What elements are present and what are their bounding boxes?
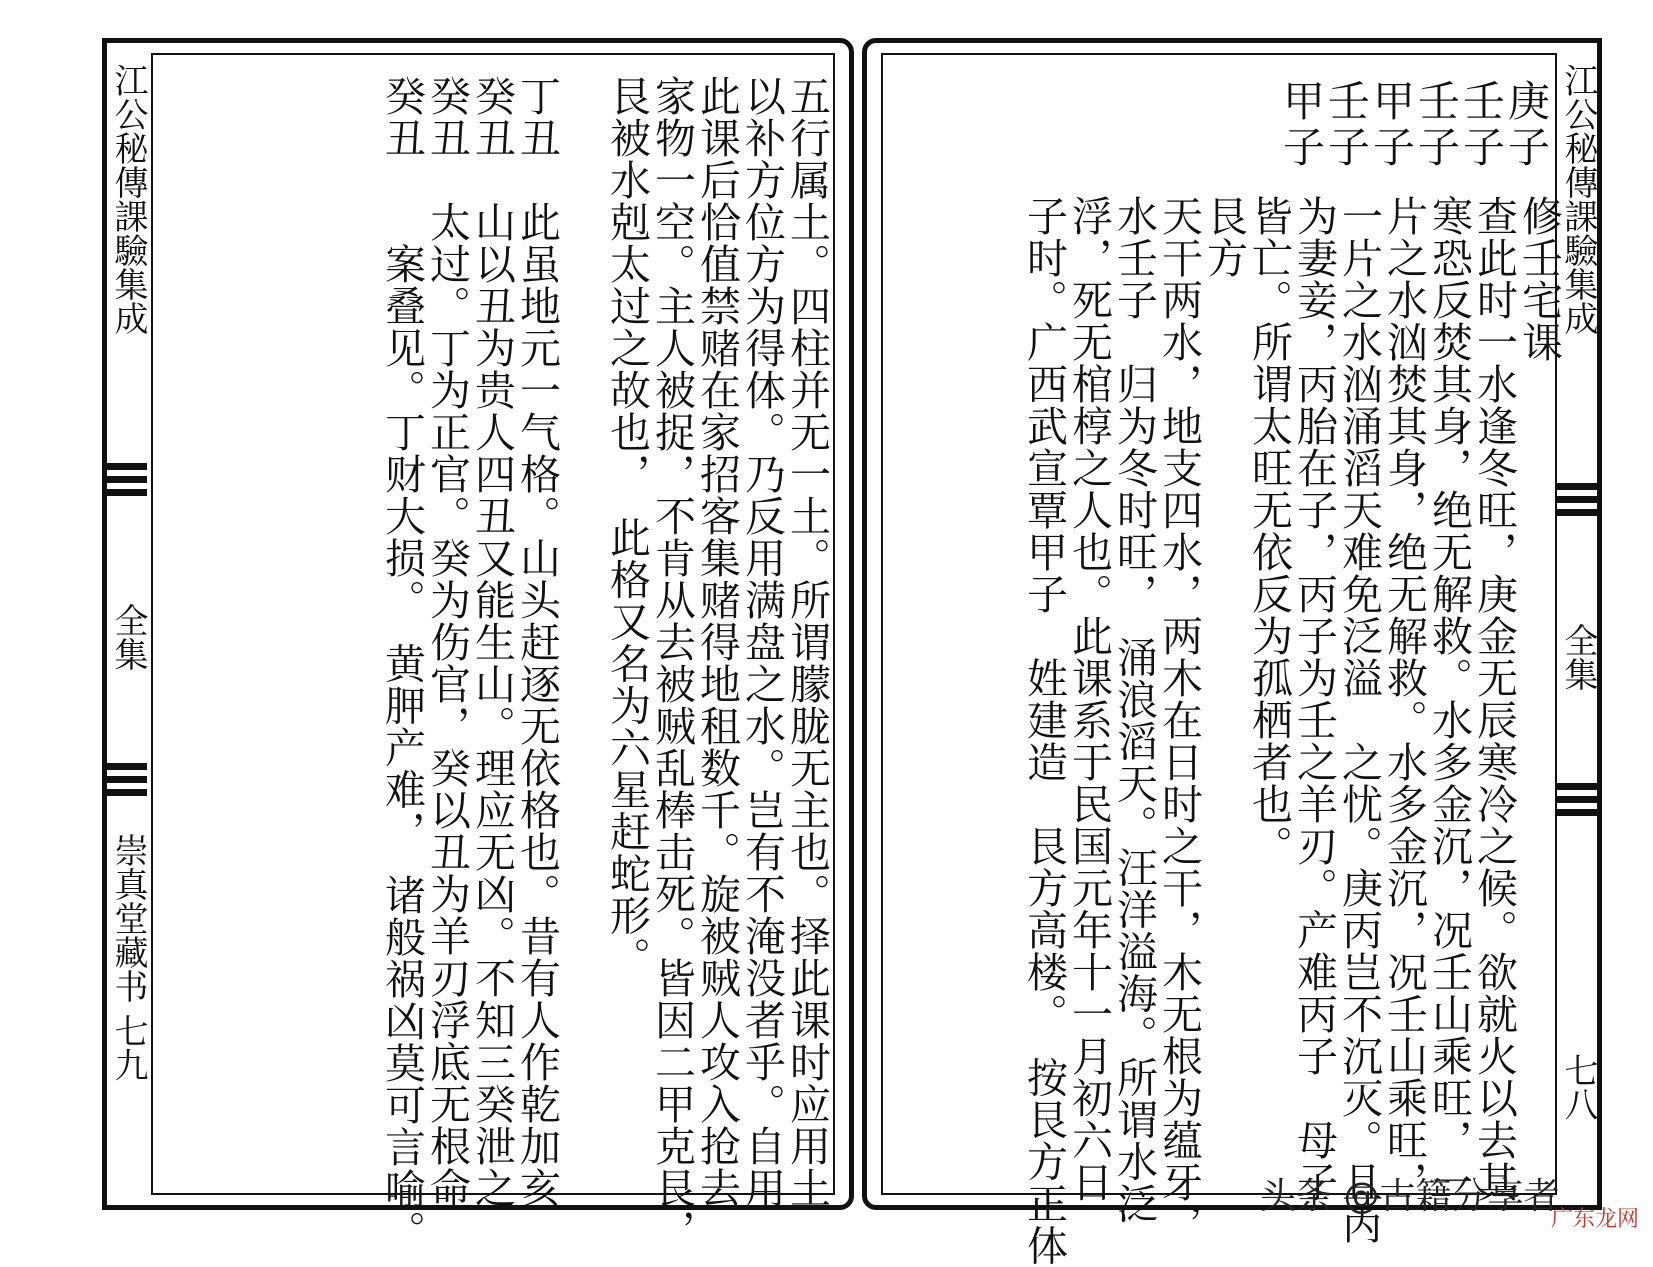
text-column: 一片之水汹涌滔天难免泛溢 之忧。庚丙岂不沉灭。且丙 xyxy=(1335,195,1383,1245)
volume-label: 全集 xyxy=(108,603,148,671)
text-column: 片之水汹焚其身，绝无解救。水多金沉，况壬山乘旺， xyxy=(1380,195,1428,1203)
section-heading: 艮方 xyxy=(1200,195,1248,279)
ganzhi-label: 壬子 xyxy=(1412,79,1461,171)
text-column: 皆亡。所谓太旺无依反为孤栖者也。 xyxy=(1245,195,1293,867)
text-column: 为妻妾，丙胎在子，丙子为壬之羊刃。产难丙子 母子 xyxy=(1290,195,1338,1203)
publisher-and-folio: 崇真堂藏书 七九 xyxy=(108,833,148,1082)
volume-label: 全集 xyxy=(1558,623,1598,691)
text-column: 丁丑 此虽地元一气格。山头赶逐无依格也。昔有人作乾加亥 xyxy=(513,75,561,1209)
text-column: 子时。广西武宣覃甲子 姓建造 艮方高楼。 按艮方正体 xyxy=(1020,195,1068,1267)
ornament-bars xyxy=(107,763,147,802)
text-column: 天干两水，地支四水，两木在日时之干，木无根为蕴牙， xyxy=(1155,195,1203,1245)
ganzhi-label: 壬子 xyxy=(1322,79,1371,171)
text-column: 癸丑 太过。丁为正官。癸为伤官，癸以丑为羊刃浮底无根命 xyxy=(423,75,471,1209)
ornament-bars xyxy=(1557,783,1597,822)
left-page xyxy=(102,38,854,1252)
ornament-bars xyxy=(107,463,147,502)
text-column: 寒恐反焚其身，绝无解救。水多金沉，况壬山乘旺，一 xyxy=(1425,195,1473,1203)
left-page-text-frame xyxy=(151,53,835,1252)
folio-number: 七八 xyxy=(1558,1053,1598,1121)
ganzhi-label: 壬子 xyxy=(1457,79,1506,171)
text-column: 癸丑 山以丑为贵人四丑又能生山。理应无凶。不知三癸泄之 xyxy=(468,75,516,1209)
book-title-gutter: 江公秘傳課驗集成 xyxy=(1558,63,1598,335)
watermark-site: 广东龙网 xyxy=(1550,1207,1639,1232)
text-column: 五行属土。四柱并无一土。所谓朦胧无主也。择此课时应用土 xyxy=(783,75,831,1209)
text-column: 以补方位方为得体。乃反用满盘之水。岂有不淹没者乎。自用 xyxy=(738,75,786,1209)
text-column: 家物一空。主人被捉，不肯从去被贼乱棒击死。皆因二甲克艮， xyxy=(648,75,696,1251)
ganzhi-label: 庚子 xyxy=(1502,79,1551,171)
text-column: 癸丑 案叠见。丁财大损。 黄胛产难， 诸般祸凶莫可言喻。 xyxy=(378,75,426,1252)
ganzhi-label: 甲子 xyxy=(1277,79,1326,171)
section-heading: 修壬宅课 xyxy=(1515,195,1563,363)
book-title-gutter: 江公秘傳課驗集成 xyxy=(108,63,148,335)
text-column: 浮，死无棺椁之人也。此课系于民国元年十一月初六日 xyxy=(1065,195,1113,1203)
ganzhi-label: 甲子 xyxy=(1367,79,1416,171)
watermark: 头条 @古籍分享者 xyxy=(1260,1176,1560,1217)
text-column: 艮被水剋太过之故也， 此格又名为六星赶蛇形。 xyxy=(603,75,651,979)
ornament-bars xyxy=(1557,483,1597,522)
text-column: 查此时一水逢冬旺，庚金无辰寒冷之候。欲就火以去其 xyxy=(1470,195,1518,1203)
text-column: 此课后恰值禁赌在家招客集赌得地租数千。旋被贼人攻入抢去 xyxy=(693,75,741,1209)
text-column: 水壬子 归为冬时旺， 涌浪滔天。汪洋溢海。所谓水泛 xyxy=(1110,195,1158,1225)
